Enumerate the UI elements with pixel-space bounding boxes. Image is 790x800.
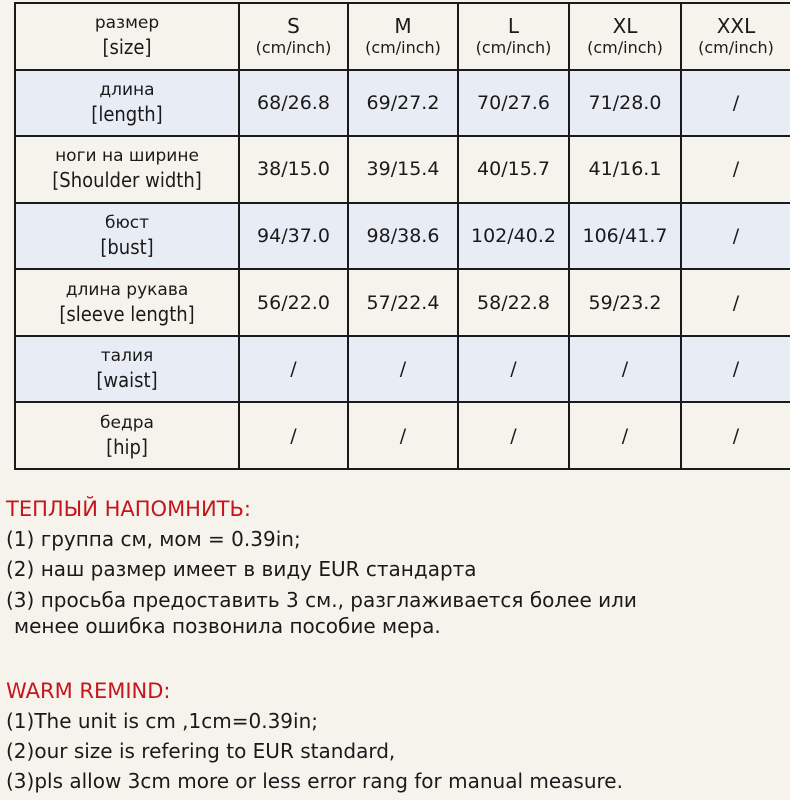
header-size-s [239,3,348,70]
table-cell: 39/15.4 [348,136,458,203]
table-cell: / [239,402,348,469]
table-cell: 59/23.2 [569,269,681,336]
table-cell: / [458,336,569,403]
size-unit: (cm/inch) [475,38,552,58]
row-label-cell [15,136,239,203]
table-cell: 40/15.7 [458,136,569,203]
row-label-ru: бедра [100,412,154,433]
size-name: L [507,14,520,39]
size-name: XL [612,14,638,39]
table-cell: 102/40.2 [458,203,569,270]
header-size-xxl [681,3,790,70]
table-cell: 98/38.6 [348,203,458,270]
table-row-waist [15,336,790,403]
notes-ru-line-3b: менее ошибка позвонила пособие мера. [14,614,441,638]
row-label-ru: длина [99,79,155,100]
table-cell: / [239,336,348,403]
size-chart-table [14,2,790,470]
header-size-m [348,3,458,70]
table-cell: 41/16.1 [569,136,681,203]
row-label-ru: талия [100,346,154,367]
size-unit: (cm/inch) [365,38,441,58]
table-cell: 68/26.8 [239,70,348,137]
row-label-cell [15,269,239,336]
header-label-ru: размер [94,13,160,34]
table-cell: 70/27.6 [458,70,569,137]
size-name: XXL [716,14,756,39]
table-cell: 106/41.7 [569,203,681,270]
row-label-cell [15,70,239,137]
table-cell: 38/15.0 [239,136,348,203]
table-cell: / [681,402,790,469]
size-unit: (cm/inch) [255,38,332,58]
header-size-l [458,3,569,70]
table-cell: / [681,70,790,137]
table-cell: / [348,402,458,469]
table-cell: / [569,402,681,469]
notes-en-heading: WARM REMIND: [6,679,171,703]
table-cell: / [681,336,790,403]
table-cell: 69/27.2 [348,70,458,137]
table-row-bust [15,203,790,270]
table-cell: / [681,136,790,203]
size-unit: (cm/inch) [587,38,663,58]
notes-ru-line-2: (2) наш размер имеет в виду EUR стандарта [6,557,477,581]
row-label-en: [waist] [96,368,158,393]
table-cell: 57/22.4 [348,269,458,336]
row-label-cell [15,203,239,270]
table-row-sleeve-length [15,269,790,336]
notes-en-line-1: (1)The unit is cm ,1cm=0.39in; [6,709,318,733]
size-name: M [394,14,412,39]
notes-en-line-3: (3)pls allow 3cm more or less error rang for manual measure. [6,769,623,793]
row-label-en: [hip] [106,434,148,459]
size-unit: (cm/inch) [698,38,774,58]
table-cell: 56/22.0 [239,269,348,336]
row-label-ru: бюст [104,212,150,233]
table-row-shoulder-width [15,136,790,203]
notes-ru-line-3a: (3) просьба предоставить 3 см., разглаживается более или [6,588,637,612]
row-label-en: [sleeve length] [59,301,195,326]
table-header-row [15,3,790,70]
row-label-en: [length] [91,101,163,126]
notes-section [6,494,786,796]
header-size-xl [569,3,681,70]
row-label-ru: длина рукава [65,279,189,300]
size-name: S [287,14,300,39]
notes-en-line-2: (2)our size is refering to EUR standard, [6,739,396,763]
table-cell: 71/28.0 [569,70,681,137]
header-label-cell [15,3,239,70]
table-cell: / [681,269,790,336]
table-row-hip [15,402,790,469]
notes-ru-heading: ТЕПЛЫЙ НАПОМНИТЬ: [6,497,251,521]
notes-ru-line-1: (1) группа см, мом = 0.39in; [6,527,301,551]
table-cell: / [569,336,681,403]
table-row-length [15,70,790,137]
table-cell: / [348,336,458,403]
table-cell: 58/22.8 [458,269,569,336]
table-cell: / [681,203,790,270]
notes-spacer [6,638,786,676]
table-cell: 94/37.0 [239,203,348,270]
header-label-en: [size] [102,35,152,60]
table-cell: / [458,402,569,469]
row-label-cell [15,402,239,469]
row-label-en: [bust] [100,234,154,259]
row-label-cell [15,336,239,403]
row-label-en: [Shoulder width] [52,168,202,193]
row-label-ru: ноги на ширине [55,146,199,167]
